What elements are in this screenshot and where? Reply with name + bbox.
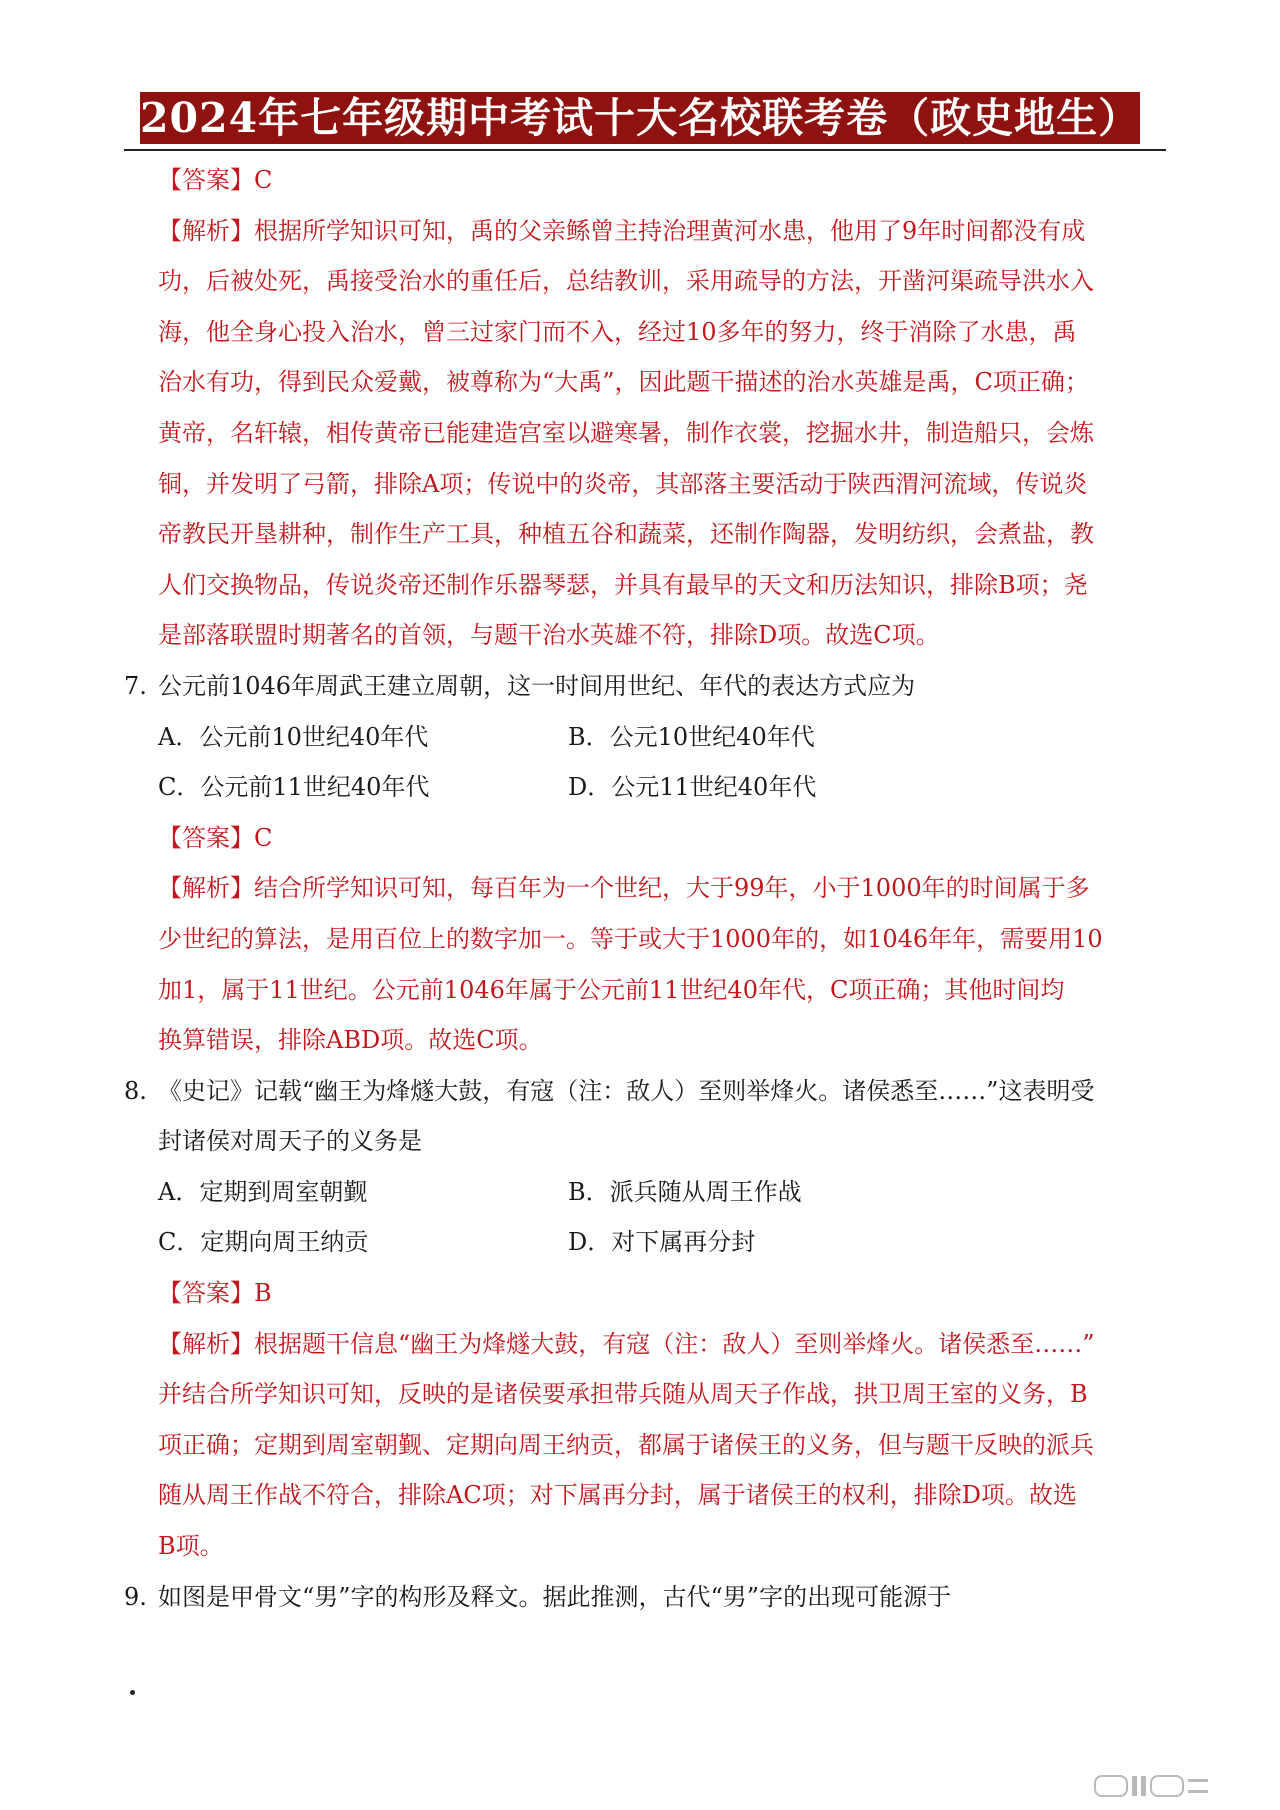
question-7 xyxy=(124,661,1168,712)
q8-analysis-line: 项正确；定期到周室朝觐、定期向周王纳贡，都属于诸侯王的义务，但与题干反映的派兵 xyxy=(158,1430,1094,1459)
q7-answer-value: C xyxy=(254,823,273,852)
option-d: D．公元11世纪40年代 xyxy=(568,773,817,802)
q6-analysis-line: 海，他全身心投入治水，曾三过家门而不入，经过10多年的努力，终于消除了水患，禹 xyxy=(158,317,1077,346)
answer-label: 【答案】 xyxy=(158,1279,254,1308)
q8-analysis-line: 并结合所学知识可知，反映的是诸侯要承担带兵随从周天子作战，拱卫周王室的义务，B xyxy=(158,1380,1088,1409)
q8-analysis-line xyxy=(158,1319,1168,1370)
q8-analysis-text: 根据题干信息“幽王为烽燧大鼓，有寇（注：敌人）至则举烽火。诸侯悉至……” xyxy=(254,1329,1095,1358)
q7-options-row-1 xyxy=(124,712,1168,763)
q8-analysis xyxy=(124,1319,1168,1572)
q6-analysis-line: 是部落联盟时期著名的首领，与题干治水英雄不符，排除D项。故选C项。 xyxy=(158,621,940,650)
option-b: B．派兵随从周王作战 xyxy=(568,1177,802,1206)
q7-analysis-line: 换算错误，排除ABD项。故选C项。 xyxy=(158,1026,543,1055)
q6-analysis-line: 帝教民开垦耕种，制作生产工具，种植五谷和蔬菜，还制作陶器，发明纺织，会煮盐，教 xyxy=(158,520,1094,549)
q7-answer-line xyxy=(124,813,1168,864)
document-body xyxy=(124,155,1168,1622)
watermark-bar-icon xyxy=(1141,1776,1146,1796)
q7-analysis-line: 加1，属于11世纪。公元前1046年属于公元前11世纪40年代，C项正确；其他时间均 xyxy=(158,975,1065,1004)
q8-analysis-line: B项。 xyxy=(158,1532,224,1561)
watermark-pill-icon xyxy=(1094,1775,1128,1797)
q7-analysis-line: 少世纪的算法，是用百位上的数字加一。等于或大于1000年的，如1046年年，需要用10 xyxy=(158,924,1103,953)
q6-analysis-line: 黄帝，名轩辕，相传黄帝已能建造宫室以避寒暑，制作衣裳，挖掘水井，制造船只，会炼 xyxy=(158,418,1094,447)
page-title: 2024年七年级期中考试十大名校联考卷（政史地生） xyxy=(140,94,1141,142)
watermark-icon xyxy=(1094,1774,1244,1798)
watermark-lines-icon xyxy=(1188,1779,1208,1793)
answer-label: 【答案】 xyxy=(158,823,254,852)
q7-analysis-text: 结合所学知识可知，每百年为一个世纪，大于99年，小于1000年的时间属于多 xyxy=(254,874,1090,903)
option-c: C．公元前11世纪40年代 xyxy=(158,773,430,802)
q8-options-row-2 xyxy=(124,1217,1168,1268)
q6-analysis xyxy=(124,206,1168,661)
question-8 xyxy=(124,1066,1168,1117)
question-stem: 公元前1046年周武王建立周朝，这一时间用世纪、年代的表达方式应为 xyxy=(158,671,916,700)
q6-answer-line xyxy=(124,155,1168,206)
q7-analysis-line xyxy=(158,863,1168,914)
q7-analysis xyxy=(124,863,1168,1065)
q8-options-row-1 xyxy=(124,1167,1168,1218)
q6-analysis-line: 功，后被处死，禹接受治水的重任后，总结教训，采用疏导的方法，开凿河渠疏导洪水入 xyxy=(158,267,1094,296)
q6-analysis-line: 人们交换物品，传说炎帝还制作乐器琴瑟，并具有最早的天文和历法知识，排除B项；尧 xyxy=(158,570,1088,599)
q6-answer-value: C xyxy=(254,166,273,194)
question-8-stem-cont: 封诸侯对周天子的义务是 xyxy=(158,1127,422,1156)
option-b: B．公元10世纪40年代 xyxy=(568,722,815,751)
option-d: D．对下属再分封 xyxy=(568,1228,756,1257)
question-number: 8. xyxy=(124,1076,147,1105)
q6-analysis-line xyxy=(158,206,1168,257)
q8-analysis-line: 随从周王作战不符合，排除AC项；对下属再分封，属于诸侯王的权利，排除D项。故选 xyxy=(158,1481,1077,1510)
q7-options-row-2 xyxy=(124,762,1168,813)
question-number: 7. xyxy=(124,671,147,700)
analysis-label: 【解析】 xyxy=(158,874,254,903)
option-a: A．公元前10世纪40年代 xyxy=(158,722,429,751)
q8-answer-line xyxy=(124,1268,1168,1319)
watermark-bar-icon xyxy=(1132,1776,1137,1796)
option-c: C．定期向周王纳贡 xyxy=(158,1228,369,1257)
q6-analysis-line: 治水有功，得到民众爱戴，被尊称为“大禹”，因此题干描述的治水英雄是禹，C项正确； xyxy=(158,368,1089,397)
q8-answer-value: B xyxy=(254,1279,272,1308)
question-9 xyxy=(124,1572,1168,1623)
analysis-label: 【解析】 xyxy=(158,216,254,245)
answer-label: 【答案】 xyxy=(158,166,254,194)
title-underline xyxy=(124,149,1166,151)
question-number: 9. xyxy=(124,1582,147,1611)
option-a: A．定期到周室朝觐 xyxy=(158,1177,368,1206)
q6-analysis-line: 铜，并发明了弓箭，排除A项；传说中的炎帝，其部落主要活动于陕西渭河流域，传说炎 xyxy=(158,469,1088,498)
question-stem: 如图是甲骨文“男”字的构形及释文。据此推测，古代“男”字的出现可能源于 xyxy=(158,1582,952,1611)
q6-analysis-text: 根据所学知识可知，禹的父亲鲧曾主持治理黄河水患，他用了9年时间都没有成 xyxy=(254,216,1086,245)
analysis-label: 【解析】 xyxy=(158,1329,254,1358)
question-stem: 《史记》记载“幽王为烽燧大鼓，有寇（注：敌人）至则举烽火。诸侯悉至……”这表明受 xyxy=(158,1076,1095,1105)
bullet-dot xyxy=(130,1690,135,1695)
watermark-pill-icon xyxy=(1150,1775,1184,1797)
